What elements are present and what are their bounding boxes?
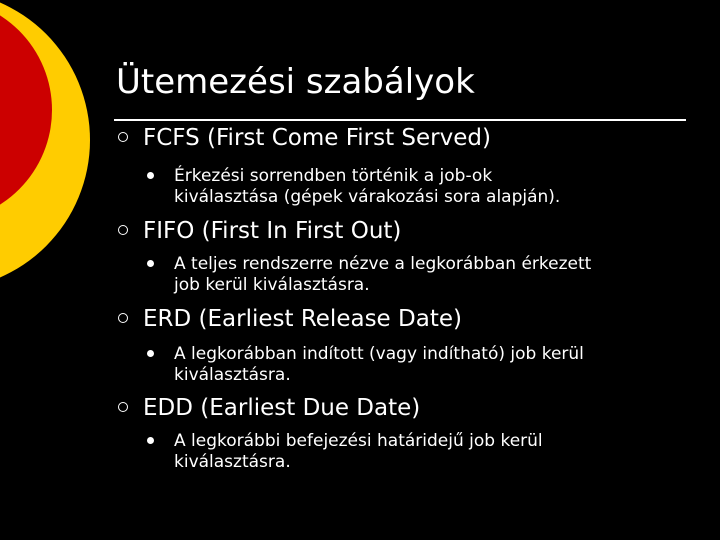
bullet-heading: EDD (Earliest Due Date)	[143, 395, 421, 421]
filled-dot-bullet-icon	[147, 350, 154, 357]
hollow-circle-bullet-icon	[118, 313, 128, 323]
slide-title: Ütemezési szabályok	[116, 62, 475, 102]
sub-bullet-text	[174, 254, 684, 296]
bullet-heading: FIFO (First In First Out)	[143, 218, 402, 244]
sub-bullet-line: kiválasztásra.	[174, 365, 291, 385]
sub-bullet-line: job kerül kiválasztásra.	[174, 275, 370, 295]
sub-bullet-line: A legkorábban indított (vagy indítható) job kerül	[174, 344, 584, 364]
hollow-circle-bullet-icon	[118, 225, 128, 235]
title-divider	[114, 119, 686, 121]
filled-dot-bullet-icon	[147, 437, 154, 444]
bullet-heading: ERD (Earliest Release Date)	[143, 306, 462, 332]
bullet-heading: FCFS (First Come First Served)	[143, 125, 491, 151]
sub-bullet-line: A legkorábbi befejezési határidejű job kerül	[174, 431, 543, 451]
sub-bullet-text	[174, 344, 684, 386]
decorative-circles	[0, 0, 140, 300]
sub-bullet-text	[174, 166, 684, 208]
sub-bullet-text	[174, 431, 684, 473]
sub-bullet-line: A teljes rendszerre nézve a legkorábban érkezett	[174, 254, 592, 274]
sub-bullet-line: kiválasztásra.	[174, 452, 291, 472]
hollow-circle-bullet-icon	[118, 402, 128, 412]
hollow-circle-bullet-icon	[118, 132, 128, 142]
filled-dot-bullet-icon	[147, 172, 154, 179]
sub-bullet-line: kiválasztása (gépek várakozási sora alapján).	[174, 187, 561, 207]
filled-dot-bullet-icon	[147, 260, 154, 267]
sub-bullet-line: Érkezési sorrendben történik a job-ok	[174, 166, 493, 186]
